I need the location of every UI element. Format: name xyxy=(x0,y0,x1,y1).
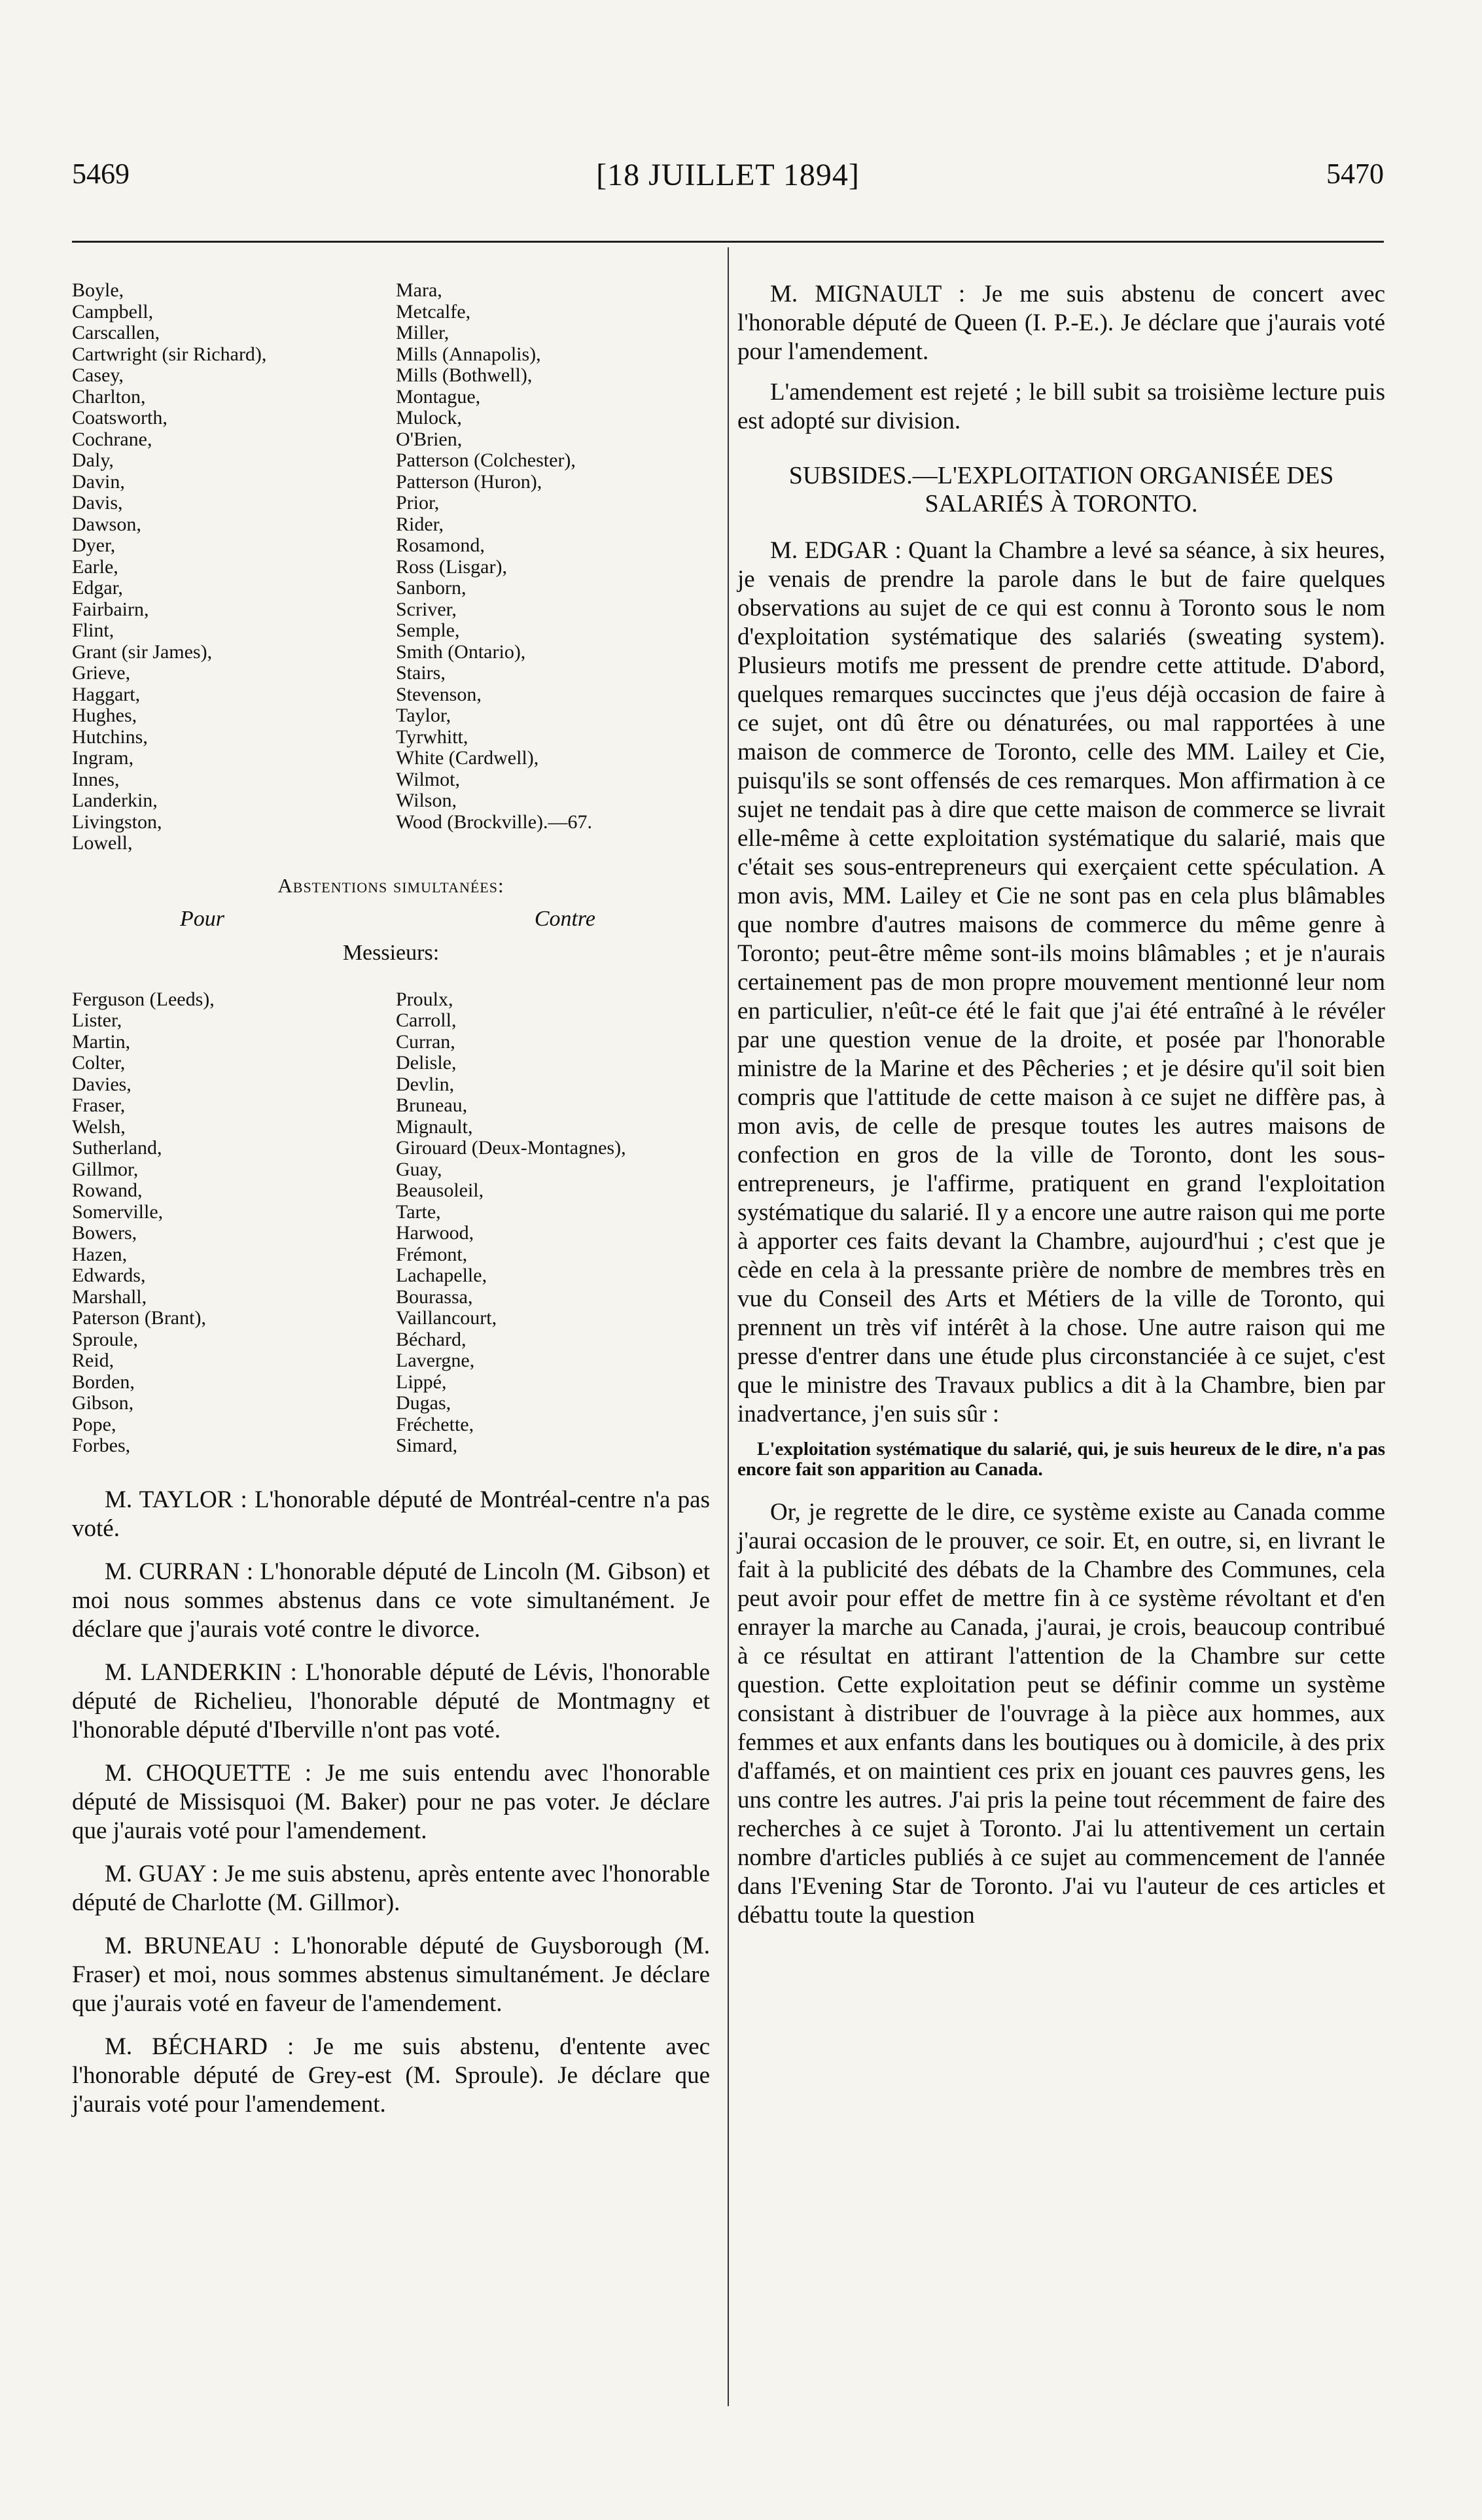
member-name: Stairs, xyxy=(396,662,446,684)
abstention-names-list xyxy=(72,989,710,1457)
paragraph-taylor: M. TAYLOR : L'honorable député de Montréal-centre n'a pas voté. xyxy=(72,1486,710,1542)
member-name: Bourassa, xyxy=(396,1286,473,1308)
abstentions-title: Abstentions simultanées: xyxy=(277,873,504,897)
member-name: Pope, xyxy=(72,1413,116,1435)
member-name: Patterson (Huron), xyxy=(396,470,542,493)
member-name: Welsh, xyxy=(72,1115,126,1138)
member-name: Smith (Ontario), xyxy=(396,640,526,663)
member-name: Dawson, xyxy=(72,513,141,535)
member-name: Sutherland, xyxy=(72,1137,162,1159)
paragraph-edgar: M. EDGAR : Quant la Chambre a levé sa séance, à six heures, je venais de prendre la parole dans le but de faire quelques observations au sujet de ce qui est connu à Toronto sous le nom d'exploitation systématique des salariés (sweating system). Plusieurs motifs me pressent de prendre cette attitude. D'abord, quelques remarques succinctes que j'eus déjà occasion de faire à ce sujet, ont dû être ou dénaturées, ou mal rapportées à une maison de commerce de Toronto, celle des MM. Lailey et Cie, puisqu'ils se sont offensés de ces remarques. Mon affirmation à ce sujet ne tendait pas à dire que cette maison de commerce se livrait elle-même à cette exploitation systématique du salarié, mais que c'était ses sous-entrepreneurs qui exerçaient cette spéculation. A mon avis, MM. Lailey et Cie ne sont pas en cela plus blâmables que nombre d'autres maisons de commerce du même genre à Toronto; peut-être même sont-ils moins blâmables ; et je n'aurais certainement pas de mon propre mouvement mentionné leur nom en particulier, n'eût-ce été le fait que j'ai été entraîné à le révéler par une question venue de la droite, et posée par l'honorable ministre de la Marine et des Pêcheries ; et je désire qu'il soit bien compris que l'attitude de cette maison à ce sujet ne diffère pas, à mon avis, de celle de presque toutes les autres maisons de confection en gros de la ville de Toronto, dont les sous-entrepreneurs, je l'affirme, pratiquent en grand l'exploitation systématique du salarié. Il y a encore une autre raison qui me porte à apporter ces faits devant la Chambre, aujourd'hui ; c'est que je cède en cela à la pressante prière de nombre de membres très en vue du Conseil des Arts et Métiers de la ville de Toronto, qui prennent un très vif intérêt à la chose. Une autre raison qui me presse d'entrer dans une étude plus circonstanciée à ce sujet, c'est que le ministre des Travaux publics a dit à la Chambre, bien par inadvertance, j'en suis sûr : xyxy=(737,537,1385,1427)
paragraph-landerkin: M. LANDERKIN : L'honorable député de Lévis, l'honorable député de Richelieu, l'honorable député de Montmagny et l'honorable député d'Iberville n'ont pas voté. xyxy=(72,1658,710,1743)
member-name: Bruneau, xyxy=(396,1094,468,1116)
member-name: Ferguson (Leeds), xyxy=(72,988,215,1010)
member-name: Borden, xyxy=(72,1371,135,1393)
pour-heading: Pour xyxy=(180,906,224,931)
member-name: Sanborn, xyxy=(396,577,467,599)
right-column xyxy=(737,280,1385,1930)
member-name: Rowand, xyxy=(72,1180,143,1201)
member-name: Davies, xyxy=(72,1073,132,1095)
member-name: Mignault, xyxy=(396,1115,473,1138)
member-name: Casey, xyxy=(72,364,124,386)
member-name: Fréchette, xyxy=(396,1413,474,1435)
member-name: Livingston, xyxy=(72,811,162,833)
member-name: Girouard (Deux-Montagnes), xyxy=(396,1137,626,1159)
member-name: Edgar, xyxy=(72,577,123,599)
member-name: Harwood, xyxy=(396,1222,474,1244)
member-name: Forbes, xyxy=(72,1435,131,1456)
member-name: Simard, xyxy=(396,1435,458,1456)
member-name: Devlin, xyxy=(396,1073,455,1095)
member-name: Semple, xyxy=(396,620,460,641)
member-name: Colter, xyxy=(72,1052,126,1074)
member-name: Coatsworth, xyxy=(72,407,168,429)
member-name: Dugas, xyxy=(396,1392,451,1414)
member-name: Grant (sir James), xyxy=(72,640,213,663)
member-name: Somerville, xyxy=(72,1200,164,1223)
member-name: Lister, xyxy=(72,1009,122,1031)
member-name: Daly, xyxy=(72,449,114,471)
member-name: Lippé, xyxy=(396,1371,447,1393)
member-name: O'Brien, xyxy=(396,428,463,450)
member-name: Scriver, xyxy=(396,598,457,620)
member-name: Frémont, xyxy=(396,1243,468,1265)
member-name: Wilmot, xyxy=(396,768,460,790)
member-name: Hughes, xyxy=(72,705,137,726)
contre-heading: Contre xyxy=(534,906,595,931)
header-date: [18 JUILLET 1894] xyxy=(596,158,860,192)
member-name: Gibson, xyxy=(72,1392,134,1414)
paragraph-bechard: M. BÉCHARD : Je me suis abstenu, d'entente avec l'honorable député de Grey-est (M. Sproule). Je déclare que j'aurais voté pour l'amendement. xyxy=(72,2033,710,2118)
member-name: Reid, xyxy=(72,1350,115,1371)
member-name: Mills (Bothwell), xyxy=(396,364,533,386)
member-name: Carroll, xyxy=(396,1009,457,1031)
member-name: Curran, xyxy=(396,1030,455,1053)
member-name: Proulx, xyxy=(396,988,453,1010)
quotation: L'exploitation systématique du salarié, qui, je suis heureux de le dire, n'a pas encore fait son apparition au Canada. xyxy=(737,1439,1385,1480)
member-name: Dyer, xyxy=(72,534,116,556)
paragraph-bruneau: M. BRUNEAU : L'honorable député de Guysborough (M. Fraser) et moi, nous sommes abstenus simultanément. Je déclare que j'aurais voté en faveur de l'amendement. xyxy=(72,1932,710,2017)
member-name: Delisle, xyxy=(396,1052,457,1074)
vote-names-col2 xyxy=(396,280,710,854)
member-name: Beausoleil, xyxy=(396,1180,484,1201)
page-number-right: 5470 xyxy=(1326,158,1384,190)
pour-contre-headings xyxy=(72,907,710,932)
member-name: Taylor, xyxy=(396,705,451,726)
contre-names xyxy=(396,989,710,1457)
member-name: Mills (Annapolis), xyxy=(396,343,541,365)
pour-names xyxy=(72,989,396,1457)
member-name: Rider, xyxy=(396,513,444,535)
member-name: Mulock, xyxy=(396,407,462,429)
member-name: Sproule, xyxy=(72,1328,138,1350)
member-name: Grieve, xyxy=(72,662,131,684)
member-name: Béchard, xyxy=(396,1328,467,1350)
member-name: Bowers, xyxy=(72,1222,137,1244)
member-name: Landerkin, xyxy=(72,790,158,811)
member-name: Flint, xyxy=(72,620,115,641)
member-name: Fairbairn, xyxy=(72,598,149,620)
vote-names-col1 xyxy=(72,280,396,854)
header-rule xyxy=(72,241,1384,243)
member-name: Carscallen, xyxy=(72,322,160,343)
member-name: Rosamond, xyxy=(396,534,485,556)
paragraph-curran: M. CURRAN : L'honorable député de Lincoln (M. Gibson) et moi nous sommes abstenus dans ce vote simultanément. Je déclare que j'aurais voté contre le divorce. xyxy=(72,1558,710,1643)
member-name: Montague, xyxy=(396,385,481,408)
member-name: Innes, xyxy=(72,768,120,790)
vote-names-list xyxy=(72,280,710,854)
member-name: Metcalfe, xyxy=(396,300,471,323)
member-name: Ross (Lisgar), xyxy=(396,555,507,578)
member-name: Hazen, xyxy=(72,1243,128,1265)
member-name: Edwards, xyxy=(72,1265,146,1286)
left-column xyxy=(72,280,710,2119)
member-name: Lavergne, xyxy=(396,1350,475,1371)
member-name: Prior, xyxy=(396,492,440,514)
member-name: Lachapelle, xyxy=(396,1265,487,1286)
member-name: Haggart, xyxy=(72,683,141,705)
member-name: Lowell, xyxy=(72,832,133,854)
member-name: Davin, xyxy=(72,470,125,493)
member-name: Marshall, xyxy=(72,1286,147,1308)
member-name: Fraser, xyxy=(72,1094,126,1116)
messieurs-heading: Messieurs: xyxy=(342,940,440,965)
paragraph-choquette: M. CHOQUETTE : Je me suis entendu avec l'honorable député de Missisquoi (M. Baker) pour ne pas voter. Je déclare que j'aurais voté pour l'amendement. xyxy=(72,1759,710,1844)
member-name: Campbell, xyxy=(72,300,154,323)
member-name: Patterson (Colchester), xyxy=(396,449,576,471)
member-name: Boyle, xyxy=(72,279,124,301)
column-divider xyxy=(728,247,729,2406)
member-name: Hutchins, xyxy=(72,726,148,748)
member-name: Wilson, xyxy=(396,790,457,811)
member-name: Cochrane, xyxy=(72,428,152,450)
member-name: Guay, xyxy=(396,1158,442,1180)
member-name: Vaillancourt, xyxy=(396,1307,497,1329)
member-name: Mara, xyxy=(396,279,442,301)
member-name: Davis, xyxy=(72,492,123,514)
section-title: SUBSIDES.—L'EXPLOITATION ORGANISÉE DES SALARIÉS À TORONTO. xyxy=(788,462,1334,517)
paragraph-amendement-rejete: L'amendement est rejeté ; le bill subit sa troisième lecture puis est adopté sur division. xyxy=(737,379,1385,434)
paragraph-mignault: M. MIGNAULT : Je me suis abstenu de concert avec l'honorable député de Queen (I. P.-E.). Je déclare que j'aurais voté pour l'amendement. xyxy=(737,281,1385,365)
member-name: White (Cardwell), xyxy=(396,747,539,769)
member-name: Charlton, xyxy=(72,385,146,408)
page-number-left: 5469 xyxy=(72,158,130,190)
member-name: Wood (Brockville).—67. xyxy=(396,811,593,833)
member-name: Earle, xyxy=(72,555,118,578)
paragraph-guay: M. GUAY : Je me suis abstenu, après entente avec l'honorable député de Charlotte (M. Gillmor). xyxy=(72,1860,710,1916)
member-name: Miller, xyxy=(396,322,450,343)
member-name: Martin, xyxy=(72,1030,131,1053)
member-name: Tarte, xyxy=(396,1200,441,1223)
member-name: Gillmor, xyxy=(72,1158,139,1180)
paragraph-systeme: Or, je regrette de le dire, ce système existe au Canada comme j'aurai occasion de le prouver, ce soir. Et, en outre, si, en livrant le fait à la publicité des débats de la Chambre des Communes, cela peut avoir pour effet de mettre fin à ce système révoltant et d'en enrayer la marche au Canada, j'aurai, je crois, beaucoup contribué à ce résultat en attirant l'attention de la Chambre sur cette question. Cette exploitation peut se définir comme un système consistant à distribuer de l'ouvrage à la pièce aux hommes, aux femmes et aux enfants dans les boutiques ou à domicile, à des prix d'affamés, et on maintient ces prix en jouant ces pauvres gens, les uns contre les autres. J'ai pris la peine tout récemment de faire des recherches à ce sujet à Toronto. J'ai lu attentivement un certain nombre d'articles publiés à ce sujet au commencement de l'année dans l'Evening Star de Toronto. J'ai vu l'auteur de ces articles et débattu toute la question xyxy=(737,1499,1385,1929)
member-name: Tyrwhitt, xyxy=(396,726,468,748)
member-name: Cartwright (sir Richard), xyxy=(72,343,267,365)
member-name: Stevenson, xyxy=(396,683,482,705)
member-name: Paterson (Brant), xyxy=(72,1307,206,1329)
member-name: Ingram, xyxy=(72,747,134,769)
page-header xyxy=(72,157,1384,209)
